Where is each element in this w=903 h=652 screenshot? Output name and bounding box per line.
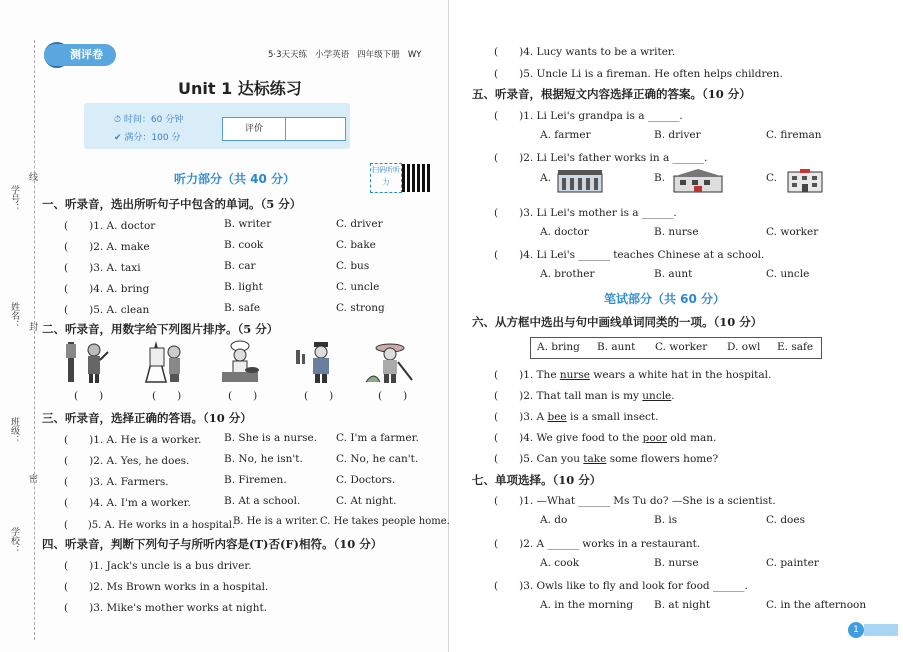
sec3-q1: ( )1. A. He is a worker. (64, 434, 202, 446)
eval-box (222, 117, 346, 141)
sec2-bracket-3: ( ) (228, 390, 258, 402)
building-b-picture (670, 168, 726, 194)
sec6-q5-post: some flowers home? (606, 453, 719, 465)
sec3-q5: ( )5. A. He works in a hospital. (64, 520, 236, 531)
score-info: ✔ 满分：100 分 (114, 133, 181, 143)
sec6-q2-pre: ( )2. That tall man is my (494, 390, 643, 402)
traffic-police-picture (64, 340, 110, 384)
sec6-q2-post: . (671, 390, 675, 402)
sec1-title: 一、听录音，选出所听句子中包含的单词。（5 分） (42, 197, 302, 211)
page-number-bar (864, 624, 898, 636)
word-box-e: E. safe (777, 341, 814, 353)
sec3-q4-b: B. At a school. (224, 495, 301, 507)
sec5-q2-b: B. (654, 172, 666, 184)
writing-part-title: 笔试部分（共 60 分） (604, 292, 726, 306)
sec6-q5-pre: ( )5. Can you (494, 453, 584, 465)
sec2-title: 二、听录音，用数字给下列图片排序。（5 分） (42, 322, 279, 336)
sec6-q5-word: take (583, 453, 607, 465)
sec5-q2-c: C. (766, 172, 777, 184)
farmer-picture (364, 340, 414, 384)
sec5-q1-b: B. driver (654, 129, 701, 141)
page-title: Unit 1 达标练习 (178, 79, 302, 98)
sec6-q3-word: bee (547, 411, 567, 423)
sec3-q2-b: B. No, he isn't. (224, 453, 303, 465)
word-box-c: C. worker (655, 341, 708, 353)
sec5-q1-a: A. farmer (540, 129, 591, 141)
sec4-q1: ( )1. Jack's uncle is a bus driver. (64, 560, 252, 572)
sec1-q2-c: C. bake (336, 239, 376, 251)
sec4-title: 四、听录音，判断下列句子与所听内容是(T)否(F)相符。（10 分） (42, 537, 383, 551)
word-box (530, 337, 822, 359)
sec5-q4-b: B. aunt (654, 268, 693, 280)
word-box-a: A. bring (537, 341, 580, 353)
sec5-q3-c: C. worker (766, 226, 819, 238)
sec3-q4: ( )4. A. I'm a worker. (64, 497, 191, 509)
student-no-label: 学号： (9, 185, 19, 212)
header-grade: 四年级下册 (357, 50, 400, 60)
sec7-title: 七、单项选择。（10 分） (472, 473, 602, 487)
sec6-q4-word: poor (642, 432, 667, 444)
sec5-q2: ( )2. Li Lei's father works in a ______. (494, 152, 708, 164)
badge: 测评卷 (44, 44, 116, 66)
sec3-q4-c: C. At night. (336, 495, 397, 507)
sec3-title: 三、听录音，选择正确的答语。（10 分） (42, 411, 252, 425)
sec3-q5-b: B. He is a writer. (233, 516, 319, 527)
header-line (268, 48, 422, 60)
page-number: 1 (848, 622, 864, 638)
word-box-d: D. owl (727, 341, 761, 353)
sec7-q3-b: B. at night (654, 599, 711, 611)
sec1-q1-c: C. driver (336, 218, 383, 230)
sec4-q3: ( )3. Mike's mother works at night. (64, 602, 268, 614)
listening-part-title: 听力部分（共 40 分） (174, 172, 296, 186)
sec1-q4-b: B. light (224, 281, 263, 293)
sec5-title: 五、听录音，根据短文内容选择正确的答案。（10 分） (472, 87, 751, 101)
header-edition: WY (407, 50, 422, 60)
school-label: 学校： (9, 527, 19, 554)
sec1-q4: ( )4. A. bring (64, 283, 150, 295)
sec5-q4-c: C. uncle (766, 268, 810, 280)
sec7-q2-c: C. painter (766, 557, 819, 569)
sec6-q2 (494, 388, 675, 403)
sec5-q1: ( )1. Li Lei's grandpa is a ______. (494, 110, 683, 122)
eval-label: 评价 (223, 118, 286, 140)
police-picture (294, 340, 340, 384)
sec4-q2: ( )2. Ms Brown works in a hospital. (64, 581, 269, 593)
sec6-q3 (494, 409, 658, 424)
sec1-q4-c: C. uncle (336, 281, 380, 293)
sec4-q4: ( )4. Lucy wants to be a writer. (494, 46, 676, 58)
sec7-q2-a: A. cook (540, 557, 580, 569)
sec1-q5-c: C. strong (336, 302, 385, 314)
binding-line (34, 40, 35, 640)
sec6-q5 (494, 451, 718, 466)
sec6-q4-pre: ( )4. We give food to the (494, 432, 643, 444)
sec6-title: 六、从方框中选出与句中画线单词同类的一项。（10 分） (472, 315, 763, 329)
sec7-q3-a: A. in the morning (540, 599, 634, 611)
sec3-q2-c: C. No, he can't. (336, 453, 419, 465)
binding-mark-line: 线 (29, 173, 39, 183)
class-label: 班级： (9, 417, 19, 444)
sec7-q1-b: B. is (654, 514, 678, 526)
time-text: 时间：60 分钟 (123, 115, 184, 125)
sec3-q1-b: B. She is a nurse. (224, 432, 318, 444)
sec7-q1-c: C. does (766, 514, 805, 526)
sec5-q4: ( )4. Li Lei's ______ teaches Chinese at a school. (494, 249, 765, 261)
sec7-q1-a: A. do (540, 514, 568, 526)
sec3-q3-c: C. Doctors. (336, 474, 396, 486)
sec1-q1-b: B. writer (224, 218, 272, 230)
sec6-q1-post: wears a white hat in the hospital. (590, 369, 772, 381)
sec4-q5: ( )5. Uncle Li is a fireman. He often helps children. (494, 68, 783, 80)
painter-picture (142, 340, 188, 384)
sec6-q1-pre: ( )1. The (494, 369, 560, 381)
sec7-q3-c: C. in the afternoon (766, 599, 867, 611)
sec1-q2: ( )2. A. make (64, 241, 150, 253)
building-c-picture (782, 168, 828, 194)
binding-mark-secret: 密 (29, 475, 39, 485)
sec7-q3: ( )3. Owls like to fly and look for food ______. (494, 580, 748, 592)
sec7-q2-b: B. nurse (654, 557, 699, 569)
sec7-q2: ( )2. A ______ works in a restaurant. (494, 538, 701, 550)
time-info: ⏱ 时间：60 分钟 (114, 115, 184, 125)
name-label: 姓名： (9, 302, 19, 329)
binding-mark-seal: 封 (29, 323, 39, 333)
qr-code-icon[interactable] (402, 164, 430, 192)
sec6-q2-word: uncle (642, 390, 672, 402)
sec6-q4-post: old man. (667, 432, 717, 444)
sec6-q1-word: nurse (559, 369, 591, 381)
sec5-q1-c: C. fireman (766, 129, 822, 141)
sec2-bracket-1: ( ) (74, 390, 104, 402)
sec2-bracket-5: ( ) (378, 390, 408, 402)
cook-picture (218, 340, 264, 384)
sec1-q3-c: C. bus (336, 260, 370, 272)
sec3-q1-c: C. I'm a farmer. (336, 432, 419, 444)
header-series: 5·3天天练 (268, 50, 308, 60)
sec5-q3-b: B. nurse (654, 226, 699, 238)
sec3-q3: ( )3. A. Farmers. (64, 476, 169, 488)
score-text: 满分：100 分 (124, 133, 181, 143)
word-box-b: B. aunt (597, 341, 636, 353)
sec6-q4 (494, 430, 716, 445)
sec1-q2-b: B. cook (224, 239, 264, 251)
sec1-q3-b: B. car (224, 260, 256, 272)
sec5-q4-a: A. brother (540, 268, 595, 280)
sec2-bracket-2: ( ) (152, 390, 182, 402)
sec1-q1: ( )1. A. doctor (64, 220, 156, 232)
sec1-q5-b: B. safe (224, 302, 261, 314)
sec7-q1: ( )1. —What ______ Ms Tu do? —She is a scientist. (494, 495, 776, 507)
sec5-q3-a: A. doctor (540, 226, 589, 238)
sec6-q1 (494, 367, 771, 382)
sec3-q5-c: C. He takes people home. (320, 516, 450, 527)
qr-label: 扫码听听力 (370, 163, 402, 193)
sec5-q2-a: A. (540, 172, 551, 184)
sec6-q3-pre: ( )3. A (494, 411, 548, 423)
sec6-q3-post: is a small insect. (566, 411, 659, 423)
sec1-q3: ( )3. A. taxi (64, 262, 141, 274)
sec3-q2: ( )2. A. Yes, he does. (64, 455, 190, 467)
sec2-bracket-4: ( ) (304, 390, 334, 402)
sec5-q3: ( )3. Li Lei's mother is a ______. (494, 207, 677, 219)
sec1-q5: ( )5. A. clean (64, 304, 150, 316)
header-subject: 小学英语 (315, 50, 350, 60)
building-a-picture (556, 168, 604, 194)
sec3-q3-b: B. Firemen. (224, 474, 287, 486)
